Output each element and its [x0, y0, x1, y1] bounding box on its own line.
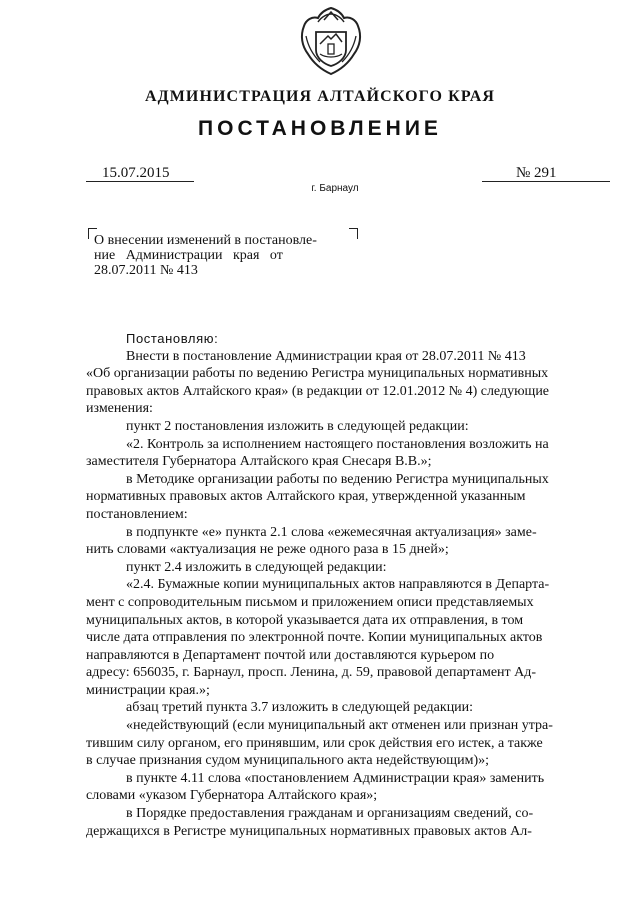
body-line: адресу: 656035, г. Барнаул, просп. Ленина, д. 59, правовой департамент Ад-	[86, 665, 537, 681]
body-line: изменения:	[86, 401, 153, 417]
body-line: муниципальных актов, в которой указывается дата их отправления, в том	[86, 612, 524, 628]
body-line: «недействующий (если муниципальный акт отменен или признан утра-	[126, 718, 553, 734]
body-line: «2.4. Бумажные копии муниципальных актов направляются в Департа-	[126, 577, 550, 593]
body-line: направляются в Департамент почтой или доставляются курьером по	[86, 647, 495, 663]
altai-coat-of-arms-icon	[298, 6, 364, 76]
body-line: Внести в постановление Администрации края от 28.07.2011 № 413	[126, 348, 526, 364]
body-line: в случае признания судом муниципального акта недействующим)»;	[86, 753, 489, 769]
body-line: мент с сопроводительным письмом и приложением описи представляемых	[86, 594, 534, 610]
body-line: министрации края.»;	[86, 682, 210, 698]
subject-block	[94, 233, 348, 278]
document-type-title: ПОСТАНОВЛЕНИЕ	[198, 117, 442, 140]
body-line: Постановляю:	[126, 331, 219, 346]
subject-line: ние Администрации края от	[94, 248, 283, 263]
body-line: абзац третий пункта 3.7 изложить в следующей редакции:	[126, 700, 474, 716]
body-line: держащихся в Регистре муниципальных нормативных правовых актов Ал-	[86, 823, 532, 839]
body-line: нить словами «актуализация не реже одного раза в 15 дней»;	[86, 542, 449, 558]
document-number: № 291	[516, 165, 557, 181]
date-underline	[86, 181, 194, 182]
body-line: в Порядке предоставления гражданам и организациям сведений, со-	[126, 806, 534, 822]
body-line: словами «указом Губернатора Алтайского края»;	[86, 788, 378, 804]
organization-title: АДМИНИСТРАЦИЯ АЛТАЙСКОГО КРАЯ	[144, 88, 496, 105]
number-underline	[482, 181, 610, 182]
document-body	[86, 330, 610, 840]
city-label: г. Барнаул	[311, 183, 359, 194]
body-line: в пункте 4.11 слова «постановлением Администрации края» заменить	[126, 770, 545, 786]
document-date: 15.07.2015	[102, 165, 170, 181]
body-line: пункт 2.4 изложить в следующей редакции:	[126, 559, 387, 575]
subject-line: 28.07.2011 № 413	[94, 263, 198, 278]
subject-corner-right	[349, 228, 358, 239]
body-line: постановлением:	[86, 506, 188, 522]
body-line: нормативных правовых актов Алтайского края, утвержденной указанным	[86, 489, 526, 505]
body-line: пункт 2 постановления изложить в следующей редакции:	[126, 418, 469, 434]
body-line: заместителя Губернатора Алтайского края Снесаря В.В.»;	[86, 454, 432, 470]
subject-line: О внесении изменений в постановле-	[94, 233, 317, 248]
body-line: «2. Контроль за исполнением настоящего постановления возложить на	[126, 436, 549, 452]
body-line: числе дата отправления по электронной почте. Копии муниципальных актов	[86, 630, 543, 646]
body-line: в подпункте «е» пункта 2.1 слова «ежемесячная актуализация» заме-	[126, 524, 537, 540]
body-line: тившим силу органом, его принявшим, или срок действия его истек, а также	[86, 735, 543, 751]
body-line: правовых актов Алтайского края» (в редакции от 12.01.2012 № 4) следующие	[86, 383, 550, 399]
body-line: в Методике организации работы по ведению Регистра муниципальных	[126, 471, 549, 487]
body-line: «Об организации работы по ведению Регистра муниципальных нормативных	[86, 366, 549, 382]
